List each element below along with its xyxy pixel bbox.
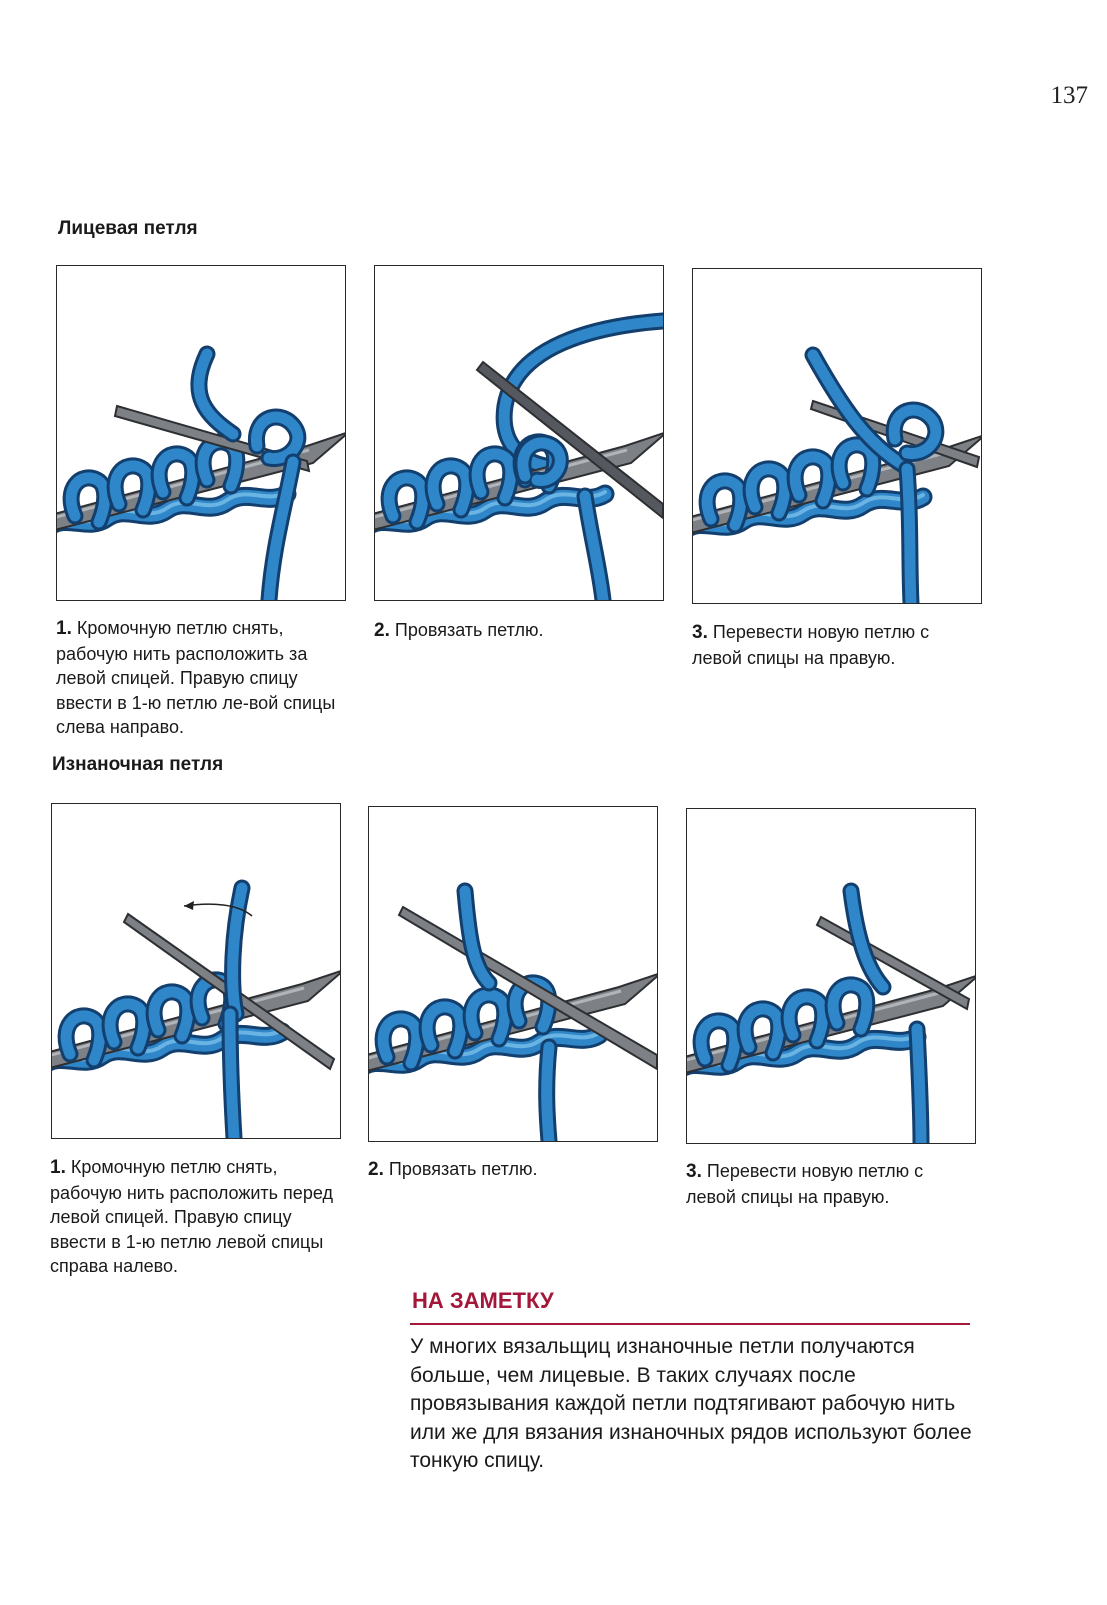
knit-step-2-caption: [374, 618, 664, 644]
step-number: 2.: [368, 1159, 384, 1180]
step-text: Провязать петлю.: [394, 620, 544, 640]
step-text: Провязать петлю.: [388, 1159, 538, 1179]
page-number: 137: [1050, 82, 1088, 109]
step-text: Перевести новую петлю с левой спицы на правую.: [686, 1161, 924, 1207]
step-number: 3.: [686, 1161, 702, 1182]
step-text: Кромочную петлю снять, рабочую нить расположить перед левой спицей. Правую спицу ввести в 1-ю петлю левой спицы справа налево.: [50, 1157, 333, 1276]
purl-step-3-caption: [686, 1159, 956, 1209]
step-text: Кромочную петлю снять, рабочую нить расположить за левой спицей. Правую спицу ввести в 1-ю петлю ле-вой спицы слева направо.: [56, 618, 336, 737]
note-text: У многих вязальщиц изнаночные петли получаются больше, чем лицевые. В таких случаях после провязывания каждой петли подтягивают рабочую нить или же для вязания изнаночных рядов используют более тонкую спицу.: [410, 1335, 972, 1472]
step-number: 3.: [692, 622, 708, 643]
note-divider: [410, 1323, 970, 1325]
knit-step-1-illustration: [56, 265, 346, 601]
step-number: 1.: [50, 1157, 66, 1178]
knit-step-1-caption: [56, 616, 346, 740]
step-number: 1.: [56, 618, 72, 639]
purl-step-2-illustration: [368, 806, 658, 1142]
knit-stitch-heading: Лицевая петля: [58, 218, 198, 239]
purl-stitch-heading: Изнаночная петля: [52, 754, 224, 775]
knit-step-3-caption: [692, 620, 962, 670]
purl-step-1-illustration: [51, 803, 341, 1139]
note-title: НА ЗАМЕТКУ: [412, 1288, 554, 1313]
knit-step-3-illustration: [692, 268, 982, 604]
knit-step-2-illustration: [374, 265, 664, 601]
purl-step-2-caption: [368, 1157, 658, 1183]
purl-step-1-caption: [50, 1155, 340, 1279]
step-number: 2.: [374, 620, 390, 641]
step-text: Перевести новую петлю с левой спицы на правую.: [692, 622, 930, 668]
purl-step-3-illustration: [686, 808, 976, 1144]
